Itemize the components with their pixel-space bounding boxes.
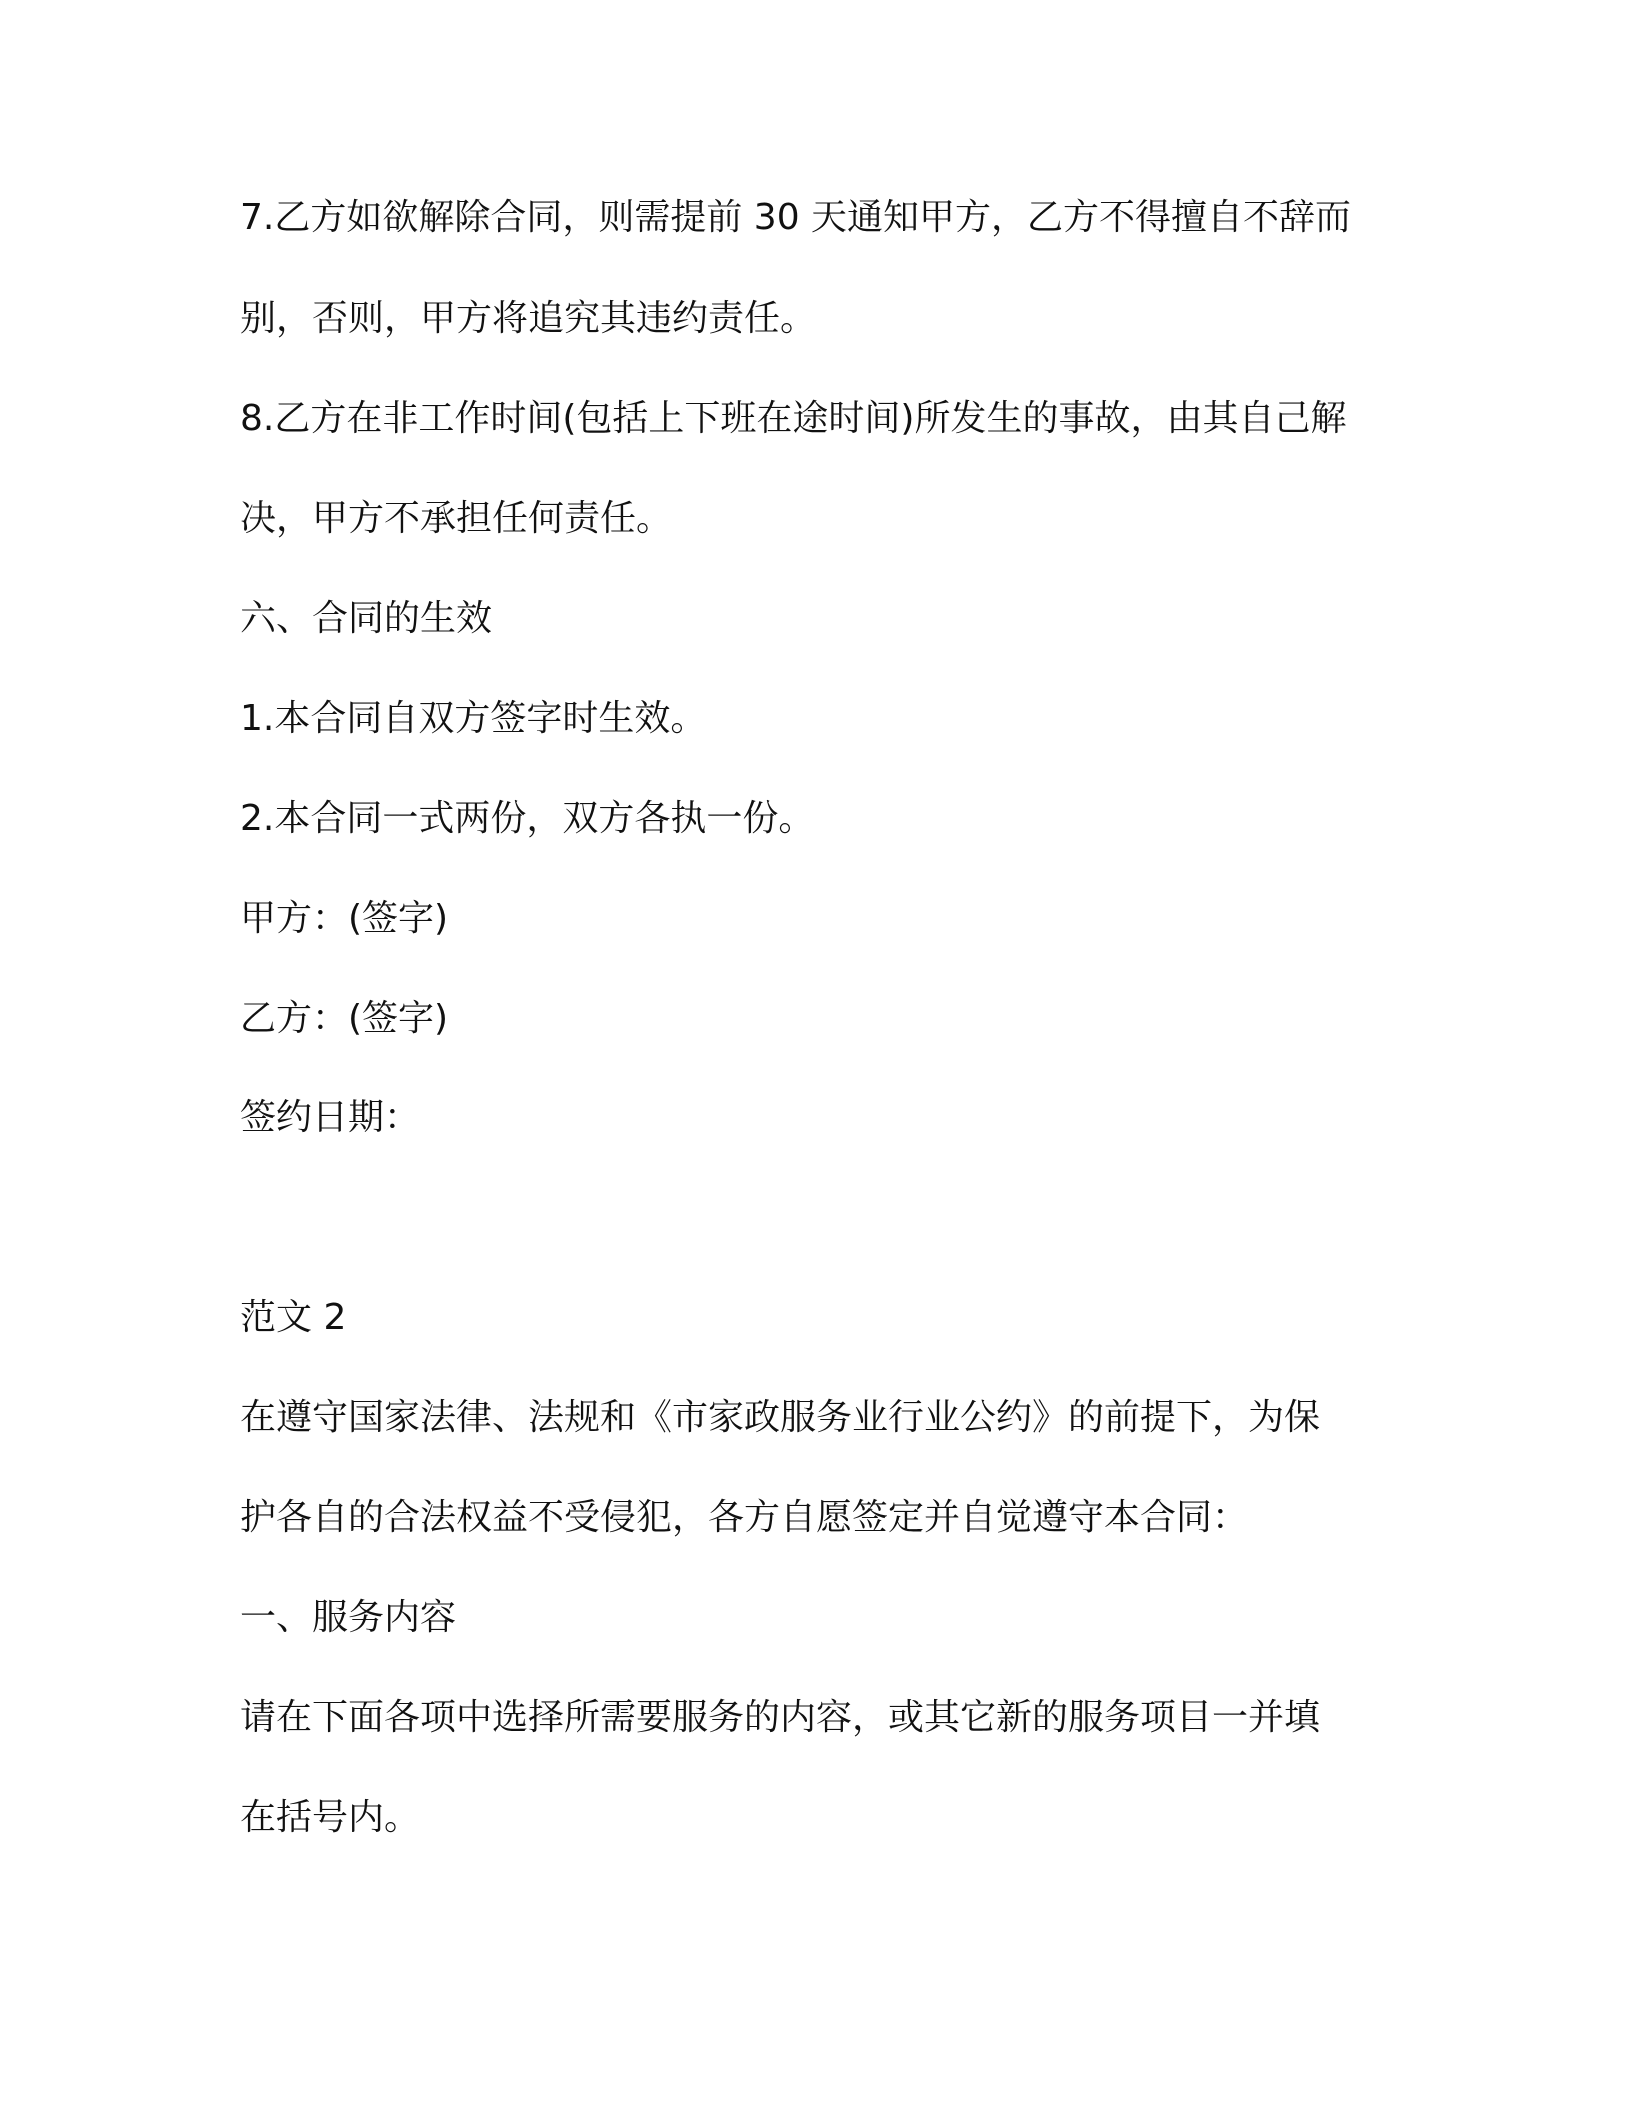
preamble-line-2: 护各自的合法权益不受侵犯，各方自愿签定并自觉遵守本合同： — [240, 1497, 1249, 1538]
clause-7-line-2: 别，否则，甲方将追究其违约责任。 — [240, 298, 817, 339]
signing-date: 签约日期： — [240, 1097, 421, 1138]
clause-7-line-1: 7.乙方如欲解除合同，则需提前 30 天通知甲方，乙方不得擅自不辞而 — [240, 197, 1352, 238]
instruction-line-1: 请在下面各项中选择所需要服务的内容，或其它新的服务项目一并填 — [240, 1697, 1321, 1738]
effect-item-1: 1.本合同自双方签字时生效。 — [240, 698, 707, 739]
clause-8-line-1: 8.乙方在非工作时间(包括上下班在途时间)所发生的事故，由其自己解 — [240, 398, 1347, 439]
clause-8-line-2: 决，甲方不承担任何责任。 — [240, 498, 673, 539]
instruction-line-2: 在括号内。 — [240, 1797, 421, 1838]
section-6-heading: 六、合同的生效 — [240, 598, 493, 639]
preamble-line-1: 在遵守国家法律、法规和《市家政服务业行业公约》的前提下，为保 — [240, 1397, 1321, 1438]
party-a-signature: 甲方：(签字) — [240, 898, 449, 939]
effect-item-2: 2.本合同一式两份，双方各执一份。 — [240, 798, 815, 839]
sample-2-heading: 范文 2 — [240, 1297, 347, 1338]
section-1-heading: 一、服务内容 — [240, 1597, 457, 1638]
party-b-signature: 乙方：(签字) — [240, 998, 449, 1039]
